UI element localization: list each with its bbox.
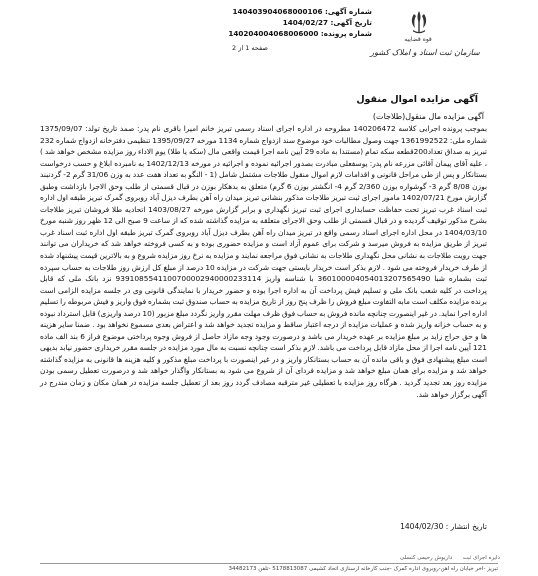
signature-left: داریوش رحیمی کنسلی xyxy=(399,555,453,561)
ad-number-row xyxy=(232,6,372,17)
publish-date-label: تاریخ انتشار : xyxy=(445,522,487,531)
document-title: آگهی مزایده اموال منقول xyxy=(356,94,478,105)
judiciary-label: قوه قضاییه xyxy=(404,36,432,43)
ad-date-label: تاریخ آگهی: xyxy=(330,18,372,27)
signature-line xyxy=(200,555,500,561)
document-subtitle: آگهی مزایده مال منقول(طلاجات) xyxy=(372,112,484,121)
publish-date-line xyxy=(40,522,487,531)
ad-number: 140403904068000106 xyxy=(232,7,323,16)
header-meta xyxy=(228,6,372,39)
file-number-label: شماره پرونده: xyxy=(320,29,372,38)
ad-number-label: شماره آگهی: xyxy=(324,7,372,16)
footer-divider xyxy=(40,563,498,564)
publish-date: 1404/02/30 xyxy=(400,522,444,531)
page-number: صفحه 1 از 2 xyxy=(232,44,268,52)
iran-emblem-icon xyxy=(405,8,433,36)
auction-body: بموجب پرونده اجرایی کلاسه 140206472 مطروحه در اداره اجرای اسناد رسمی تبریز خانم امیرا باقری نام پدر: صمد تاریخ تولد: 1375/09/07 شماره ملی: 1361992522 جهت وصول مطالبات خود موضوع سند ازدواج شماره 1134 مورخه 1395/09/27 تنظیمی دفترخانه ازدواج شماره 232 تبریز به صداق تعداد200قطعه سکه تمام (مستندا به ماده 29 آیین نامه اجرا قیمت واقعی مال (سکه یا طلا) یوم الاداء روز مزایده مشخص خواهد شد ) ، علیه آقای پیمان آقائی مزرعه نام پدر: یوسفعلی مبادرت بصدور اجرائیه نموده و اجرائیه در مورخه 1402/12/13 به نامبرده ابلاغ و حسب درخواست بستانکار و پس از طی مراحل قانونی و اقدامات لازم اموال منقول طلاجات مشتمل شامل (1 - النگو به تعداد هفت عدد به وزن 31/06 گرم 2- گردنبند بوزن 8/08 گرم 3- گوشواره بوزن 2/360 گرم 4- انگشتر بوزن 6 گرم) متعلق به بدهکار بوزن در قبال قسمتی از طلب وحق الاجرا بازداشت وطبق گزارش مورخ 1402/07/21 مامور اجرای ثبت تبریز طلاجات مذکور بنشانی تبریز میدان راه آهن بطرف دیزل آباد روبروی گمرک تبریز طبقه اول اداره ثبت اسناد غرب تبریز تحت حفاظت حسابداری اجرای ثبت تبریز نگهداری و برابر گزارش مورخه 1403/08/27 اتحادیه طلا فروشان تبریز طلاجات بشرح مذکور توقیف گردیده و در قبال قسمتی از طلب وحق الاجرای متعلقه به مزایده گذاشته شده که از ساعت 9 صبح الی 12 ظهر روز شنبه مورخ 1404/03/10 در محل اداره اجرای اسناد رسمی واقع در تبریز میدان راه آهن بطرف دیزل آباد روبروی گمرک تبریز طبقه اول اداره ثبت اسناد غرب تبریز از طریق مزایده به فروش میرسد و شرکت برای عموم آزاد است و مزایده حضوری بوده و به کسی فروخته خواهد شد که خریداران می توانند جهت رویت طلاجات به نشانی محل نگهداری طلاجات به نشانی فوق مراجعه نمایند و مزایده به نرخ روز مزایده شروع و به بالاترین قیمت پیشنهاد شده از طرف خریدار فروخته می شود . لازم بذکر است خریدار بایستی جهت شرکت در مزایده 10 درصد از مبلغ کل ارزش روز طلاجات به حساب سپرده ثبت بشماره شبا 360100004054013207565490 با شناسه واریز 9391085541100700002940000233114 نزد بانک ملی که قابل پرداخت در کلیه شعب بانک ملی و تسلیم فیش پرداخت آن به اداره اجرا بوده و حضور خریدار با نمایندگی قانونی وی در جلسه مزایده الزامی است برنده مزایده مکلف است مابه التفاوت مبلغ فروش را ظرف پنج روز از تاریخ مزایده به حساب صندوق ثبت بشماره فوق واریز و فیش مربوطه را تسلیم اداره اجرا نماید. در غیر اینصورت چنانچه مانده فروش به حساب فوق ظرف مهلت مقرر واریز نگردد مبلغ مزبور (10 درصد واریزی) قابل استرداد نبوده و به حساب خزانه واریز شده و عملیات مزایده از درجه اعتبار ساقط و مزایده تجدید خواهد شد و اعتراض بعدی مسموع نخواهد بود . ضمنا سایر هزینه ها و حق حراج زاید بر مبلغ مزایده بر عهده خریدار می باشد و درصورت وجود وجه مازاد حاصل از فروش وجوه پرداختی موضوع فراز 6 بند الف ماده 121 آیین نامه اجرا از محل مازاد قابل پرداخت می باشد. لازم بذکر است چنانچه نسبت به مال مورد مزایده در جلسه مقرر خریداری حضور نیابد بدیهی است مبلغ پیشنهادی فوق و باقی مانده آن به حساب بستانکار واریز و در غیر اینصورت با پرداخت مبلغ مذکور و کلیه هزینه ها قانونی به مزایده گذاشته خواهد شد و مزایده برای همان مبلغ خواهد شد و مزایده فردای آن از شروع می شود به بستانکار واگذار خواهد شد و درصورت تعطیل رسمی بودن مزایده روز بعد تجدید گردید . هرگاه روز مزایده با تعطیلی غیر مترقبه مصادف گردد روز بعد از تعطیل جلسه مزایده در همان مکان و زمان مندرج در آگهی برگزار خواهد شد. xyxy=(40,124,488,399)
footer-address: تبریز -آخر خیابان راه آهن-روبروی اداره گمرک -جنب کارخانه ارسنازی اتحاد کشیمی 5178813087 -تلفن 34482173 xyxy=(228,566,498,572)
ad-date-row xyxy=(250,17,372,28)
file-number-row xyxy=(228,28,372,39)
organization-name: سازمان ثبت اسناد و املاک کشور xyxy=(370,48,480,57)
signature-right: دایره اجرای ثبت xyxy=(462,555,500,561)
ad-date: 1404/02/27 xyxy=(282,18,329,27)
file-number: 140204004068006000 xyxy=(228,29,319,38)
